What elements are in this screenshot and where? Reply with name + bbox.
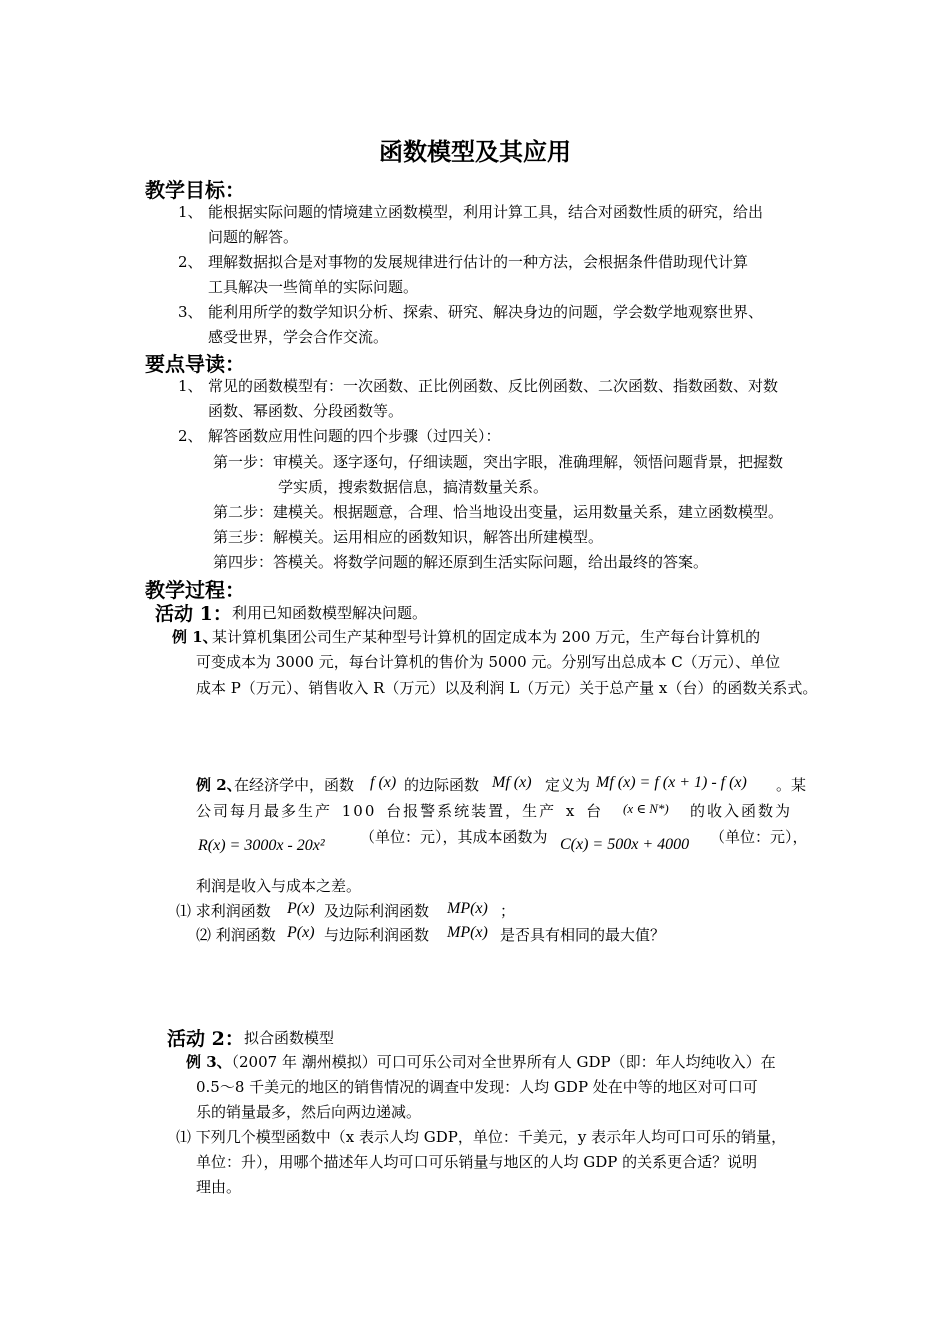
page-title: 函数模型及其应用 — [379, 137, 571, 166]
process-heading: 教学过程： — [145, 578, 245, 602]
example-3-q1-line-3: 理由。 — [196, 1178, 242, 1196]
example-2-text-3: 定义为 — [545, 776, 591, 794]
example-2-q1-text-3: ； — [500, 902, 516, 920]
example-2-q1-formula-mp: MP(x) — [447, 900, 488, 917]
activity-1-label: 活动 1： — [155, 603, 232, 625]
example-2-formula-mf: Mf (x) — [492, 774, 532, 791]
example-2-label: 例 2、 — [196, 776, 242, 794]
activity-2-desc: 拟合函数模型 — [244, 1029, 335, 1047]
example-2-line-2a: 公司每月最多生产 100 台报警系统装置，生产 x 台 — [196, 802, 604, 820]
example-1-label: 例 1、 — [172, 628, 218, 646]
example-2-q1-formula-p: P(x) — [287, 900, 315, 917]
step-3: 第三步：解模关。运用相应的函数知识，解答出所建模型。 — [213, 528, 604, 546]
example-2-q2-formula-mp: MP(x) — [447, 924, 488, 941]
example-2-revenue-formula: R(x) = 3000x - 20x² — [198, 837, 325, 854]
goal-1-line-2: 问题的解答。 — [208, 228, 299, 246]
step-1-line-2: 学实质，搜索数据信息，搞清数量关系。 — [278, 478, 549, 496]
example-2-text-4: 。某 — [776, 776, 807, 794]
goal-2-line-1: 理解数据拟合是对事物的发展规律进行估计的一种方法，会根据条件借助现代计算 — [208, 253, 749, 271]
keypoint-1-line-2: 函数、幂函数、分段函数等。 — [208, 402, 404, 420]
example-2-cost-formula: C(x) = 500x + 4000 — [560, 836, 690, 853]
example-2-q2-text-1: ⑵ 利润函数 — [196, 926, 276, 944]
goals-heading: 教学目标： — [145, 178, 245, 202]
example-2-line-2b: 的收入函数为 — [690, 802, 793, 820]
goal-2-num: 2、 — [178, 253, 203, 271]
keypoint-1-num: 1、 — [178, 377, 203, 395]
example-3-line-1: （2007 年 潮州模拟）可口可乐公司对全世界所有人 GDP（即：年人均纯收入）在 — [224, 1053, 776, 1071]
example-3-q1-line-2: 单位：升），用哪个描述年人均可口可乐销量与地区的人均 GDP 的关系更合适？说明 — [196, 1153, 758, 1171]
example-2-formula-f: f (x) — [370, 774, 397, 791]
step-1-line-1: 第一步：审模关。逐字逐句，仔细读题，突出字眼，准确理解，领悟问题背景，把握数 — [213, 453, 784, 471]
example-2-domain: (x ∈ N*) — [623, 801, 669, 816]
example-3-label: 例 3、 — [186, 1053, 232, 1071]
example-1-line-1: 某计算机集团公司生产某种型号计算机的固定成本为 200 万元，生产每台计算机的 — [212, 628, 761, 646]
keypoint-2-line-1: 解答函数应用性问题的四个步骤（过四关）： — [208, 427, 501, 445]
example-2-formula-def: Mf (x) = f (x + 1) - f (x) — [596, 774, 747, 791]
goal-2-line-2: 工具解决一些简单的实际问题。 — [208, 278, 419, 296]
goal-1-line-1: 能根据实际问题的情境建立函数模型，利用计算工具，结合对函数性质的研究，给出 — [208, 203, 764, 221]
keypoint-1-line-1: 常见的函数模型有：一次函数、正比例函数、反比例函数、二次函数、指数函数、对数 — [208, 377, 779, 395]
goal-3-num: 3、 — [178, 303, 203, 321]
goal-3-line-2: 感受世界，学会合作交流。 — [208, 328, 389, 346]
example-2-unit-2: （单位：元）， — [710, 828, 808, 846]
example-3-line-2: 0.5～8 千美元的地区的销售情况的调查中发现：人均 GDP 处在中等的地区对可口可 — [196, 1078, 758, 1096]
example-2-unit-1: （单位：元），其成本函数为 — [360, 828, 548, 846]
example-2-q1-text-1: ⑴ 求利润函数 — [176, 902, 271, 920]
goal-1-num: 1、 — [178, 203, 203, 221]
example-1-line-2: 可变成本为 3000 元，每台计算机的售价为 5000 元。分别写出总成本 C（万元）、单位 — [196, 653, 781, 671]
activity-1-desc: 利用已知函数模型解决问题。 — [232, 604, 428, 622]
example-3-q1-line-1: ⑴ 下列几个模型函数中（x 表示人均 GDP，单位：千美元，y 表示年人均可口可乐的销量， — [176, 1128, 787, 1146]
activity-2-label: 活动 2： — [167, 1028, 244, 1050]
goal-3-line-1: 能利用所学的数学知识分析、探索、研究、解决身边的问题，学会数学地观察世界、 — [208, 303, 764, 321]
example-2-text-2: 的边际函数 — [404, 776, 480, 794]
example-2-line-4: 利润是收入与成本之差。 — [196, 877, 362, 895]
example-2-q2-formula-p: P(x) — [287, 924, 315, 941]
step-2: 第二步：建模关。根据题意，合理、恰当地设出变量，运用数量关系，建立函数模型。 — [213, 503, 784, 521]
example-2-q2-text-3: 是否具有相同的最大值？ — [500, 926, 666, 944]
example-1-line-3: 成本 P（万元）、销售收入 R（万元）以及利润 L（万元）关于总产量 x（台）的函数关系式。 — [196, 679, 818, 697]
step-4: 第四步：答模关。将数学问题的解还原到生活实际问题，给出最终的答案。 — [213, 553, 709, 571]
example-2-text-1: 在经济学中，函数 — [234, 776, 355, 794]
example-2-q1-text-2: 及边际利润函数 — [324, 902, 430, 920]
example-3-line-3: 乐的销量最多，然后向两边递减。 — [196, 1103, 422, 1121]
example-2-q2-text-2: 与边际利润函数 — [324, 926, 430, 944]
keypoint-2-num: 2、 — [178, 427, 203, 445]
keypoints-heading: 要点导读： — [145, 352, 245, 376]
